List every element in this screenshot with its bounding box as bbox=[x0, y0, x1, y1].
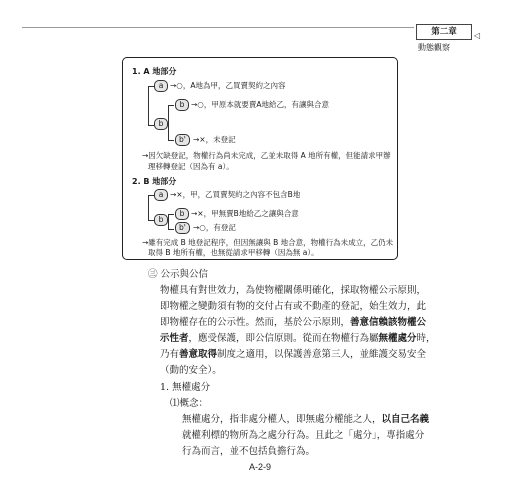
section2-bp-pill: b' bbox=[175, 222, 190, 234]
header-rule bbox=[22, 27, 414, 28]
chapter-label: 第二章 bbox=[416, 24, 472, 40]
paragraph-line: （動的安全）。 bbox=[160, 365, 222, 376]
paragraph-line: 即物權之變動須有物的交付占有或不動產的登記，始生效力，此 bbox=[160, 301, 427, 312]
paragraph-line bbox=[160, 315, 426, 331]
section2-a-text: →×，甲，乙買賣契約之內容不包含B地 bbox=[170, 190, 301, 199]
page-number: A-2-9 bbox=[248, 462, 271, 472]
section2-b-text: →×，甲無賣B地給乙之讓與合意 bbox=[191, 209, 299, 218]
subsection-heading: 1. 無權處分 bbox=[160, 382, 211, 393]
paragraph-line: 物權具有對世效力，為使物權關係明確化，採取物權公示原則， bbox=[160, 285, 427, 296]
section1-b-text: →○，甲原本就要賣A地給乙，有讓與合意 bbox=[191, 100, 329, 109]
emphasis-text: 以自己名義 bbox=[381, 414, 430, 425]
section1-sub-bracket bbox=[168, 105, 174, 141]
section1-title: 1. A 地部分 bbox=[132, 67, 177, 76]
paragraph-text: ，應受保護，即公信原則。從而在物權行為屬 bbox=[188, 333, 379, 344]
paragraph-text: 制度之適用，以保護善意第三人，並維護交易安全 bbox=[217, 349, 427, 360]
emphasis-text: 示性者 bbox=[160, 333, 189, 344]
section2-b-subpill: b bbox=[175, 208, 189, 220]
section2-b-pill: b bbox=[154, 214, 168, 226]
emphasis-text: 無權處分 bbox=[378, 333, 417, 344]
section1-bp-text: →×，未登記 bbox=[193, 135, 236, 144]
paragraph-text: 即物權存在的公示性。然而，基於公示原則， bbox=[160, 317, 351, 328]
paragraph-line: 行為而言，並不包括負擔行為。 bbox=[182, 446, 316, 457]
section1-b-pill: b bbox=[154, 118, 168, 130]
section-heading: ㊂ 公示與公信 bbox=[148, 269, 209, 280]
section1-b-subpill: b bbox=[175, 99, 189, 111]
paragraph-text: 無權處分，指非處分權人，即無處分權能之人， bbox=[182, 414, 382, 425]
section1-bracket bbox=[148, 86, 154, 126]
emphasis-text: 善意取得 bbox=[179, 349, 218, 360]
paragraph-line bbox=[182, 412, 429, 428]
section1-note-line2: 理移轉登記（因為有 a）。 bbox=[148, 162, 234, 171]
concept-heading: ⑴概念： bbox=[170, 398, 209, 409]
section2-note-line1: →雖有完成 B 地登記程序，但因無讓與 B 地合意，物權行為未成立，乙仍未 bbox=[142, 238, 394, 247]
paragraph-line bbox=[160, 331, 436, 347]
chapter-marker: ◁ bbox=[474, 31, 481, 40]
section2-a-pill: a bbox=[154, 189, 168, 201]
paragraph-text: 乃有 bbox=[160, 349, 180, 360]
paragraph-line: 就權利標的物所為之處分行為。且此之「處分」，專指處分 bbox=[182, 430, 425, 441]
chapter-subtitle: 動態觀察 bbox=[418, 43, 450, 52]
section2-bp-text: →○，有登記 bbox=[193, 223, 236, 232]
section1-a-text: →○，A地為甲，乙買賣契約之內容 bbox=[170, 81, 286, 90]
section1-bp-pill: b' bbox=[175, 134, 190, 146]
section2-note-line2: 取得 B 地所有權，也無從請求甲移轉（因為無 a）。 bbox=[148, 248, 319, 257]
section1-note-line1: →因欠缺登記，物權行為尚未完成，乙並未取得 A 地所有權，但能請求甲辦 bbox=[142, 151, 391, 160]
paragraph-text: 時， bbox=[416, 333, 436, 344]
emphasis-text: 善意信賴該物權公 bbox=[350, 317, 427, 328]
section2-sub-bracket bbox=[168, 214, 174, 230]
section1-a-pill: a bbox=[154, 80, 168, 92]
paragraph-line bbox=[160, 347, 426, 363]
section2-title: 2. B 地部分 bbox=[132, 177, 177, 186]
